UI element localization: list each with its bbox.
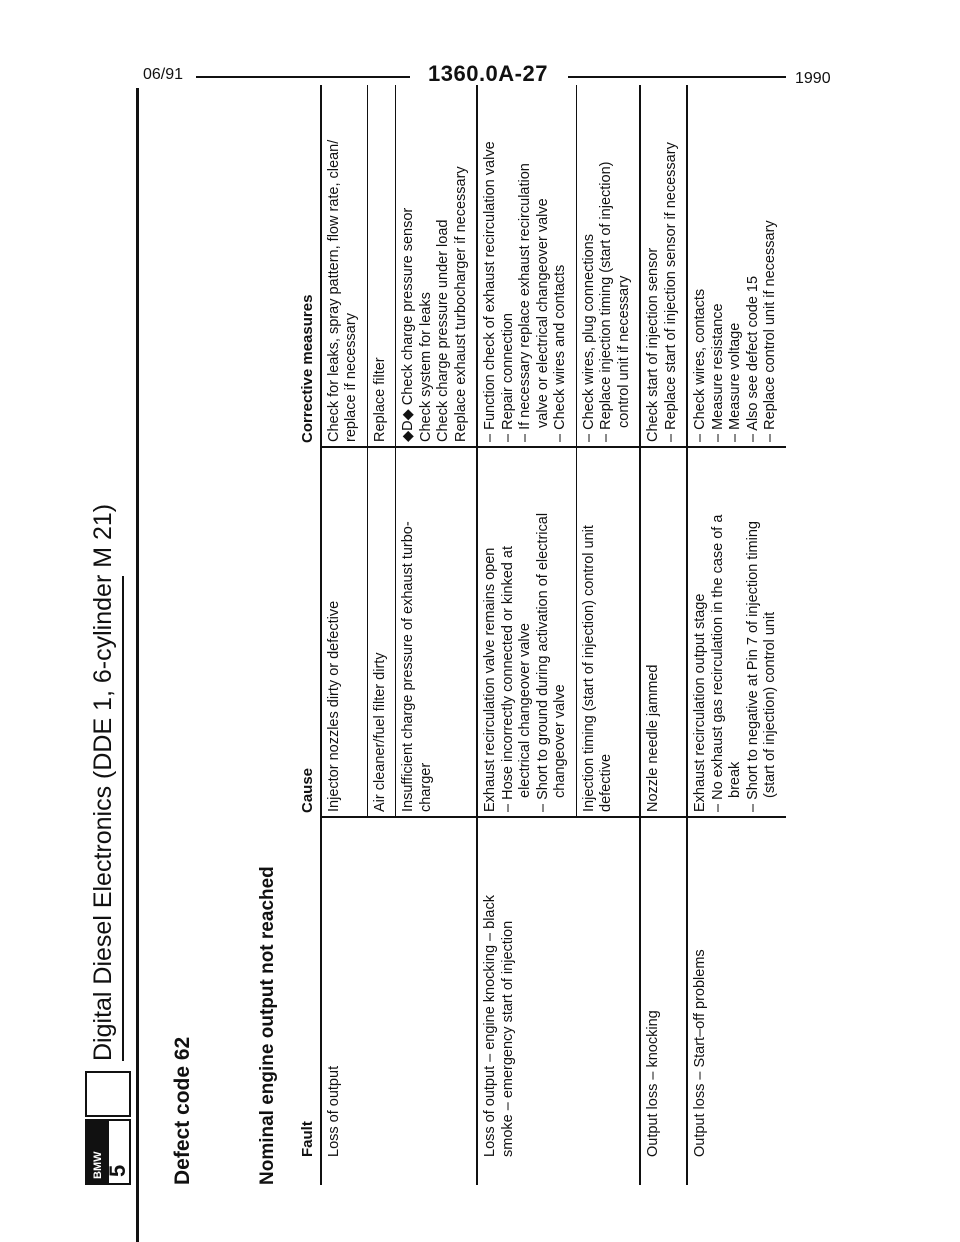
logo-series-number: 5 xyxy=(105,1164,130,1177)
table-row xyxy=(321,85,368,1185)
measures-line: replace if necessary xyxy=(343,313,359,442)
title-underline xyxy=(122,576,124,1061)
measures-line: – If necessary replace exhaust recirculation xyxy=(517,163,533,442)
cell-cause xyxy=(640,447,687,817)
measures-line: control unit if necessary xyxy=(615,275,632,428)
column-header-cause: Cause xyxy=(299,767,316,813)
cause-line: – No exhaust gas recirculation in the case of a xyxy=(709,514,726,812)
table-row xyxy=(396,85,478,1185)
cell-fault xyxy=(576,817,640,1185)
rotated-page-content xyxy=(85,65,825,1185)
logo-brand: BMW xyxy=(87,1121,109,1183)
cell-fault xyxy=(321,817,368,1185)
cause-line: Injector nozzles dirty or defective xyxy=(325,600,342,812)
measures-line: Check for leaks, spray pattern, flow rate, clean/ xyxy=(325,139,342,442)
table-row xyxy=(477,85,576,1185)
table-row xyxy=(687,85,786,1185)
measures-line: valve or electrical changeover valve xyxy=(534,198,551,428)
cell-cause xyxy=(687,447,786,817)
logo-empty-box xyxy=(85,1071,131,1117)
column-header-fault: Fault xyxy=(299,1121,316,1157)
cause-line: changeover valve xyxy=(552,684,568,798)
cell-fault xyxy=(367,817,396,1185)
measures-line: Replace exhaust turbocharger if necessary xyxy=(452,166,469,442)
page-title: Digital Diesel Electronics (DDE 1, 6-cylinder M 21) xyxy=(89,503,117,1061)
table-row xyxy=(576,85,640,1185)
table-body xyxy=(321,85,786,1185)
fault-line: Loss of output – engine knocking – black xyxy=(482,895,498,1157)
measures-line: – Replace start of injection sensor if necessary xyxy=(662,142,679,442)
column-header-measures: Corrective measures xyxy=(299,294,316,443)
cell-measures xyxy=(367,85,396,447)
cell-measures xyxy=(321,85,368,447)
cell-cause xyxy=(396,447,478,817)
cell-fault xyxy=(640,817,687,1185)
cell-measures xyxy=(477,85,576,447)
header-date: 06/91 xyxy=(143,66,184,83)
measures-line: – Replace control unit if necessary xyxy=(762,220,778,442)
header-document-code: 1360.0A-27 xyxy=(428,61,548,86)
fault-line: Loss of output xyxy=(325,1065,342,1157)
cell-cause xyxy=(576,447,640,817)
cell-measures xyxy=(687,85,786,447)
measures-line: ◆D◆ Check charge pressure sensor xyxy=(400,207,416,442)
cause-line: Insufficient charge pressure of exhaust turbo- xyxy=(400,521,416,812)
cause-line: Exhaust recirculation valve remains open xyxy=(482,547,498,812)
cell-cause xyxy=(321,447,368,817)
measures-line: Replace filter xyxy=(371,357,388,442)
bmw-logo xyxy=(85,1119,131,1185)
cause-line: charger xyxy=(417,762,434,812)
cause-line: – Hose incorrectly connected or kinked at xyxy=(499,546,516,812)
table-header-row xyxy=(297,85,321,1185)
cell-measures xyxy=(396,85,478,447)
cell-fault xyxy=(687,817,786,1185)
section-heading: Nominal engine output not reached xyxy=(257,866,278,1185)
measures-line: – Measure voltage xyxy=(727,322,743,442)
measures-line: – Measure resistance xyxy=(709,303,726,442)
fault-table xyxy=(297,85,786,1185)
cause-line: defective xyxy=(598,753,614,812)
cause-line: Injection timing (start of injection) control unit xyxy=(580,525,597,812)
cell-measures xyxy=(576,85,640,447)
measures-line: – Replace injection timing (start of injection) xyxy=(598,161,614,442)
cause-line: – Short to ground during activation of electrical xyxy=(534,512,551,812)
cause-line: Air cleaner/fuel filter dirty xyxy=(371,652,388,812)
measures-line: Check charge pressure under load xyxy=(435,219,451,442)
cell-measures xyxy=(640,85,687,447)
measures-line: – Check wires, plug connections xyxy=(580,234,597,442)
cause-line: Exhaust recirculation output stage xyxy=(692,593,708,812)
table-row xyxy=(640,85,687,1185)
cell-cause xyxy=(477,447,576,817)
cell-fault xyxy=(477,817,576,1185)
cause-line: Nozzle needle jammed xyxy=(645,664,661,812)
measures-line: – Repair connection xyxy=(499,313,516,442)
measures-line: Check start of injection sensor xyxy=(645,247,661,442)
cell-fault xyxy=(396,817,478,1185)
header-year: 1990 xyxy=(795,70,831,87)
cause-line: break xyxy=(727,761,743,798)
measures-line: Check system for leaks xyxy=(417,292,434,442)
measures-line: – Check wires, contacts xyxy=(692,288,708,442)
fault-line: Output loss – Start–off problems xyxy=(692,949,708,1157)
cause-line: electrical changeover valve xyxy=(517,623,533,798)
table-row xyxy=(367,85,396,1185)
cause-line: (start of injection) control unit xyxy=(762,611,778,798)
fault-line: Output loss – knocking xyxy=(645,1010,661,1157)
cell-cause xyxy=(367,447,396,817)
measures-line: – Check wires and contacts xyxy=(552,264,568,442)
measures-line: – Also see defect code 15 xyxy=(744,275,761,442)
cause-line: – Short to negative at Pin 7 of injection timing xyxy=(744,521,761,812)
measures-line: – Function check of exhaust recirculation valve xyxy=(482,141,498,442)
defect-code-heading: Defect code 62 xyxy=(171,1036,194,1185)
fault-line: smoke – emergency start of injection xyxy=(499,920,516,1157)
